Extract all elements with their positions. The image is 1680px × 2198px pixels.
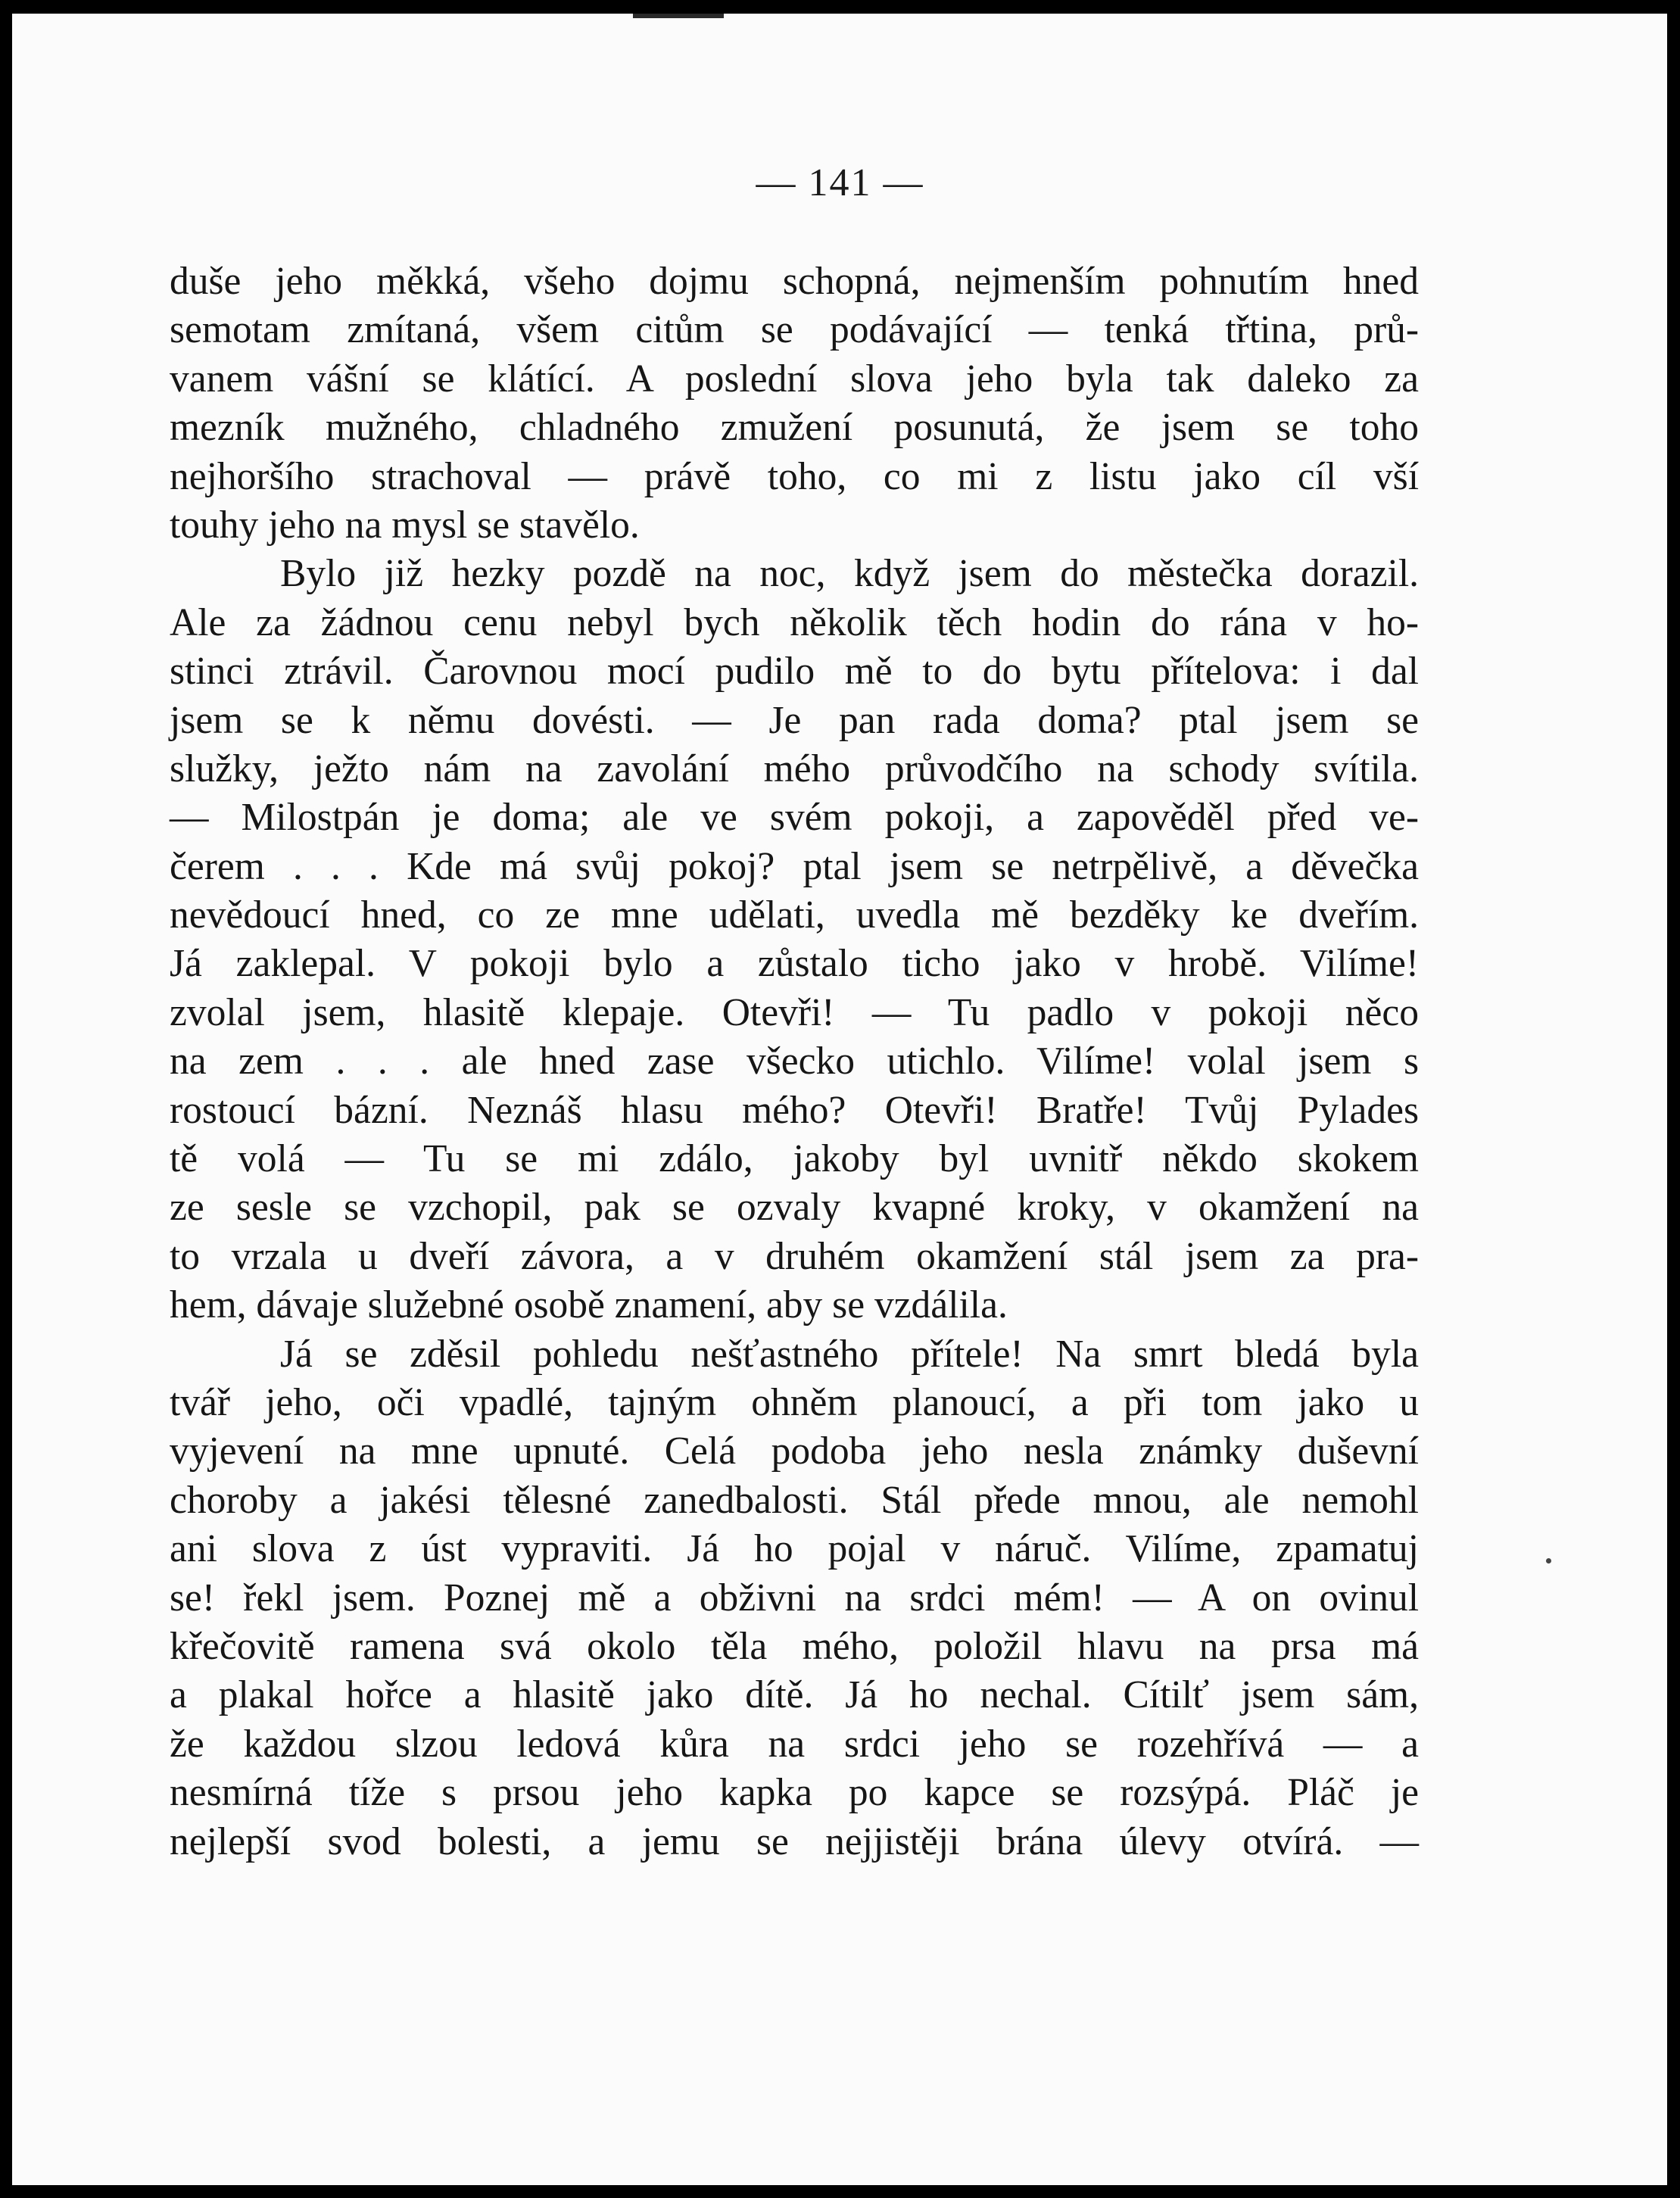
text-line: — Milostpán je doma; ale ve svém pokoji, a zapověděl před ve-	[170, 796, 1419, 840]
text-line: semotam zmítaná, všem citům se podávající — tenká třtina, prů-	[170, 308, 1419, 352]
body-text	[170, 257, 1419, 1866]
text-line: ze sesle se vzchopil, pak se ozvaly kvapné kroky, v okamžení na	[170, 1186, 1419, 1230]
text-line: mezník mužného, chladného zmužení posunutá, že jsem se toho	[170, 406, 1419, 450]
page-number: — 141 —	[756, 161, 924, 204]
text-line: choroby a jakési tělesné zanedbalosti. Stál přede mnou, ale nemohl	[170, 1478, 1419, 1522]
text-line: ani slova z úst vypraviti. Já ho pojal v náruč. Vilíme, zpamatuj	[170, 1527, 1419, 1571]
text-line: čerem . . . Kde má svůj pokoj? ptal jsem se netrpělivě, a děvečka	[170, 844, 1419, 888]
text-line: že každou slzou ledová kůra na srdci jeho se rozehřívá — a	[170, 1722, 1419, 1766]
text-line: hem, dávaje služebné osobě znamení, aby se vzdálila.	[170, 1283, 1008, 1327]
text-line: to vrzala u dveří závora, a v druhém okamžení stál jsem za pra-	[170, 1234, 1419, 1278]
scan-speck	[1546, 1558, 1551, 1564]
text-line: Ale za žádnou cenu nebyl bych několik těch hodin do rána v ho-	[170, 600, 1419, 644]
text-line: tě volá — Tu se mi zdálo, jakoby byl uvnitř někdo skokem	[170, 1137, 1419, 1181]
scan-edge-mark	[633, 14, 724, 18]
text-line: tvář jeho, oči vpadlé, tajným ohněm planoucí, a při tom jako u	[170, 1380, 1419, 1424]
text-line: vanem vášní se klátící. A poslední slova jeho byla tak daleko za	[170, 357, 1419, 401]
text-line: nejlepší svod bolesti, a jemu se nejjistěji brána úlevy otvírá. —	[170, 1819, 1419, 1863]
text-line: duše jeho měkká, všeho dojmu schopná, nejmenším pohnutím hned	[170, 260, 1419, 303]
text-line: služky, ježto nám na zavolání mého průvodčího na schody svítila.	[170, 747, 1419, 790]
text-line: se! řekl jsem. Poznej mě a obživni na srdci mém! — A on ovinul	[170, 1576, 1419, 1620]
text-line: rostoucí bázní. Neznáš hlasu mého? Otevři! Bratře! Tvůj Pylades	[170, 1088, 1419, 1132]
text-line: nevědoucí hned, co ze mne udělati, uvedla mě bezděky ke dveřím.	[170, 893, 1419, 937]
text-line: Já se zděsil pohledu nešťastného přítele! Na smrt bledá byla	[280, 1332, 1419, 1376]
text-line: touhy jeho na mysl se stavělo.	[170, 503, 640, 547]
text-line: vyjevení na mne upnuté. Celá podoba jeho nesla známky duševní	[170, 1429, 1419, 1473]
text-line: Bylo již hezky pozdě na noc, když jsem do městečka dorazil.	[280, 552, 1419, 596]
text-line: na zem . . . ale hned zase všecko utichlo. Vilíme! volal jsem s	[170, 1040, 1419, 1083]
text-line: Já zaklepal. V pokoji bylo a zůstalo ticho jako v hrobě. Vilíme!	[170, 942, 1419, 986]
text-line: a plakal hořce a hlasitě jako dítě. Já ho nechal. Cítilť jsem sám,	[170, 1673, 1419, 1717]
text-line: zvolal jsem, hlasitě klepaje. Otevři! — Tu padlo v pokoji něco	[170, 990, 1419, 1034]
text-line: nesmírná tíže s prsou jeho kapka po kapce se rozsýpá. Pláč je	[170, 1771, 1419, 1815]
text-line: jsem se k němu dovésti. — Je pan rada doma? ptal jsem se	[170, 698, 1419, 742]
text-line: stinci ztrávil. Čarovnou mocí pudilo mě to do bytu přítelova: i dal	[170, 650, 1419, 694]
text-line: nejhoršího strachoval — právě toho, co mi z listu jako cíl vší	[170, 454, 1419, 498]
text-line: křečovitě ramena svá okolo těla mého, položil hlavu na prsa má	[170, 1624, 1419, 1668]
